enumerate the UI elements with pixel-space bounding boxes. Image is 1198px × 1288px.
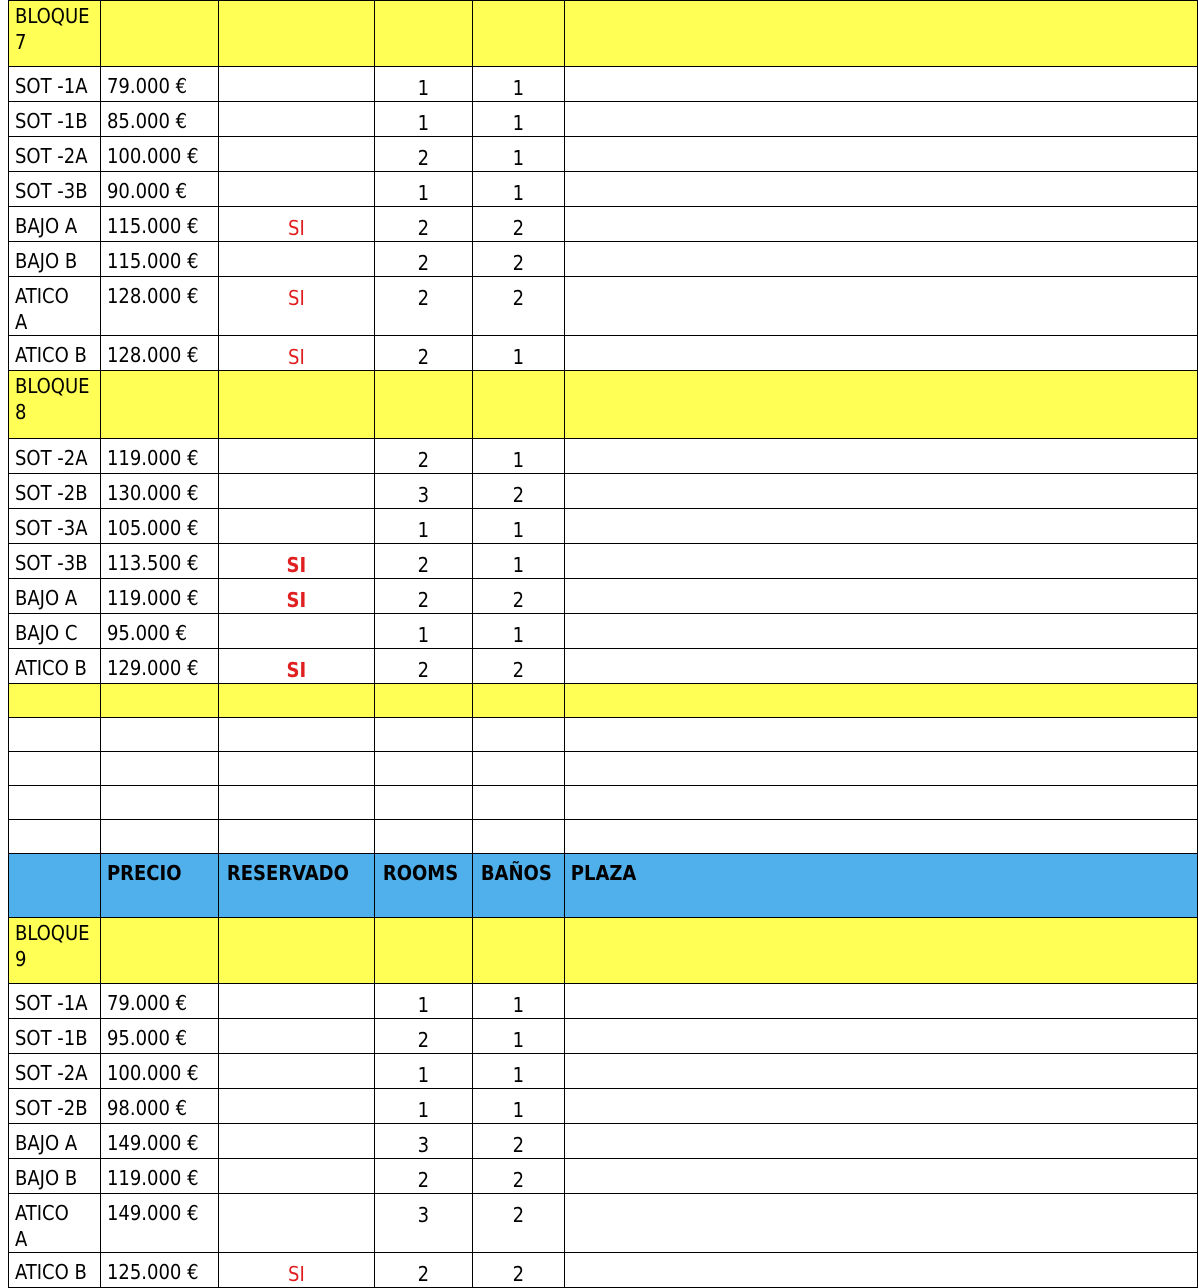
- empty-row: [9, 684, 1198, 718]
- empty-cell[interactable]: [218, 786, 374, 820]
- empty-cell[interactable]: [9, 718, 101, 752]
- block-empty-cell[interactable]: [374, 918, 472, 984]
- table-row: [9, 439, 1198, 474]
- banos-cell[interactable]: 2: [472, 207, 564, 242]
- header-empty-cell[interactable]: [9, 854, 101, 918]
- empty-cell[interactable]: [100, 718, 218, 752]
- empty-cell[interactable]: [9, 752, 101, 786]
- unit-cell[interactable]: SOT -2A: [9, 439, 101, 474]
- reservado-cell[interactable]: [218, 1019, 374, 1054]
- reservado-cell[interactable]: [218, 242, 374, 277]
- block-empty-cell[interactable]: [218, 918, 374, 984]
- table-body: [9, 1, 1198, 1288]
- empty-cell[interactable]: [564, 718, 1197, 752]
- block-empty-cell[interactable]: [564, 1, 1197, 67]
- table-row: [9, 544, 1198, 579]
- block-name-line2: 7: [15, 30, 27, 54]
- block-name-line1: BLOQUE: [15, 921, 90, 945]
- precio-cell[interactable]: 149.000 €: [100, 1194, 218, 1253]
- rooms-cell[interactable]: 2: [374, 242, 472, 277]
- plaza-cell[interactable]: [564, 137, 1197, 172]
- banos-cell[interactable]: 2: [472, 474, 564, 509]
- block-name-cell[interactable]: [9, 371, 101, 439]
- rooms-cell[interactable]: 2: [374, 277, 472, 336]
- table-row: [9, 137, 1198, 172]
- reservado-cell[interactable]: SI: [218, 1253, 374, 1288]
- precio-cell[interactable]: 113.500 €: [100, 544, 218, 579]
- rooms-cell[interactable]: 2: [374, 137, 472, 172]
- block-empty-cell[interactable]: [100, 1, 218, 67]
- rooms-cell[interactable]: 1: [374, 614, 472, 649]
- plaza-cell[interactable]: [564, 1194, 1197, 1253]
- empty-row: [9, 718, 1198, 752]
- reservado-cell[interactable]: [218, 172, 374, 207]
- empty-cell[interactable]: [218, 718, 374, 752]
- reservado-cell[interactable]: SI: [218, 336, 374, 371]
- precio-cell[interactable]: 128.000 €: [100, 336, 218, 371]
- block-header-row: [9, 1, 1198, 67]
- table-row: [9, 649, 1198, 684]
- rooms-cell[interactable]: 1: [374, 509, 472, 544]
- plaza-cell[interactable]: [564, 1159, 1197, 1194]
- precio-cell[interactable]: 79.000 €: [100, 984, 218, 1019]
- banos-cell[interactable]: 2: [472, 1194, 564, 1253]
- banos-cell[interactable]: 1: [472, 137, 564, 172]
- rooms-cell[interactable]: 1: [374, 1089, 472, 1124]
- block-empty-cell[interactable]: [374, 371, 472, 439]
- reservado-cell[interactable]: [218, 439, 374, 474]
- precio-cell[interactable]: 129.000 €: [100, 649, 218, 684]
- block-empty-cell[interactable]: [100, 371, 218, 439]
- empty-cell[interactable]: [218, 684, 374, 718]
- plaza-cell[interactable]: [564, 1054, 1197, 1089]
- rooms-cell[interactable]: 2: [374, 579, 472, 614]
- empty-cell[interactable]: [564, 820, 1197, 854]
- banos-cell[interactable]: 1: [472, 544, 564, 579]
- empty-row: [9, 752, 1198, 786]
- table-row: [9, 207, 1198, 242]
- precio-cell[interactable]: 98.000 €: [100, 1089, 218, 1124]
- empty-cell[interactable]: [100, 684, 218, 718]
- empty-cell[interactable]: [472, 786, 564, 820]
- precio-cell[interactable]: 90.000 €: [100, 172, 218, 207]
- table-row: [9, 1124, 1198, 1159]
- table-row: [9, 242, 1198, 277]
- reservado-cell[interactable]: [218, 137, 374, 172]
- empty-row: [9, 820, 1198, 854]
- header-banos[interactable]: BAÑOS: [472, 854, 564, 918]
- banos-cell[interactable]: 2: [472, 649, 564, 684]
- header-reservado[interactable]: RESERVADO: [218, 854, 374, 918]
- header-rooms[interactable]: ROOMS: [374, 854, 472, 918]
- reservado-cell[interactable]: [218, 474, 374, 509]
- block-empty-cell[interactable]: [218, 371, 374, 439]
- banos-cell[interactable]: 1: [472, 439, 564, 474]
- rooms-cell[interactable]: 3: [374, 1194, 472, 1253]
- precio-cell[interactable]: 95.000 €: [100, 1019, 218, 1054]
- banos-cell[interactable]: 1: [472, 1089, 564, 1124]
- unit-cell[interactable]: ATICO A: [9, 1194, 101, 1253]
- unit-cell[interactable]: SOT -1A: [9, 984, 101, 1019]
- unit-cell[interactable]: SOT -3B: [9, 544, 101, 579]
- precio-cell[interactable]: 79.000 €: [100, 67, 218, 102]
- block-header-row: [9, 371, 1198, 439]
- rooms-cell[interactable]: 2: [374, 1019, 472, 1054]
- empty-row: [9, 786, 1198, 820]
- reservado-cell[interactable]: SI: [218, 544, 374, 579]
- banos-cell[interactable]: 2: [472, 579, 564, 614]
- table-row: [9, 509, 1198, 544]
- empty-cell[interactable]: [100, 820, 218, 854]
- block-empty-cell[interactable]: [472, 918, 564, 984]
- plaza-cell[interactable]: [564, 544, 1197, 579]
- table-row: [9, 1054, 1198, 1089]
- block-empty-cell[interactable]: [374, 1, 472, 67]
- unit-cell[interactable]: ATICO A: [9, 277, 101, 336]
- banos-cell[interactable]: 2: [472, 1159, 564, 1194]
- empty-cell[interactable]: [374, 752, 472, 786]
- plaza-cell[interactable]: [564, 1089, 1197, 1124]
- precio-cell[interactable]: 95.000 €: [100, 614, 218, 649]
- banos-cell[interactable]: 2: [472, 1253, 564, 1288]
- plaza-cell[interactable]: [564, 277, 1197, 336]
- reservado-cell[interactable]: [218, 984, 374, 1019]
- unit-cell[interactable]: BAJO A: [9, 579, 101, 614]
- reservado-cell[interactable]: SI: [218, 277, 374, 336]
- header-plaza[interactable]: PLAZA: [564, 854, 1197, 918]
- precio-cell[interactable]: 119.000 €: [100, 579, 218, 614]
- unit-cell[interactable]: BAJO A: [9, 207, 101, 242]
- precio-cell[interactable]: 105.000 €: [100, 509, 218, 544]
- block-empty-cell[interactable]: [218, 1, 374, 67]
- banos-cell[interactable]: 1: [472, 1054, 564, 1089]
- plaza-cell[interactable]: [564, 102, 1197, 137]
- table-row: [9, 579, 1198, 614]
- unit-cell[interactable]: BAJO C: [9, 614, 101, 649]
- block-empty-cell[interactable]: [564, 918, 1197, 984]
- precio-cell[interactable]: 85.000 €: [100, 102, 218, 137]
- rooms-cell[interactable]: 2: [374, 544, 472, 579]
- rooms-cell[interactable]: 2: [374, 1159, 472, 1194]
- banos-cell[interactable]: 2: [472, 277, 564, 336]
- reservado-cell[interactable]: [218, 1124, 374, 1159]
- table-row: [9, 1194, 1198, 1253]
- header-precio[interactable]: PRECIO: [100, 854, 218, 918]
- block-empty-cell[interactable]: [564, 371, 1197, 439]
- rooms-cell[interactable]: 1: [374, 172, 472, 207]
- rooms-cell[interactable]: 2: [374, 439, 472, 474]
- rooms-cell[interactable]: 1: [374, 1054, 472, 1089]
- table-row: [9, 474, 1198, 509]
- reservado-cell[interactable]: [218, 614, 374, 649]
- reservado-cell[interactable]: [218, 1194, 374, 1253]
- rooms-cell[interactable]: 2: [374, 336, 472, 371]
- table-row: [9, 1159, 1198, 1194]
- unit-cell[interactable]: SOT -3B: [9, 172, 101, 207]
- unit-cell[interactable]: ATICO B: [9, 336, 101, 371]
- precio-cell[interactable]: 125.000 €: [100, 1253, 218, 1288]
- plaza-cell[interactable]: [564, 242, 1197, 277]
- unit-cell[interactable]: SOT -2B: [9, 474, 101, 509]
- precio-cell[interactable]: 149.000 €: [100, 1124, 218, 1159]
- rooms-cell[interactable]: 1: [374, 67, 472, 102]
- precio-cell[interactable]: 128.000 €: [100, 277, 218, 336]
- rooms-cell[interactable]: 2: [374, 649, 472, 684]
- rooms-cell[interactable]: 3: [374, 1124, 472, 1159]
- unit-cell[interactable]: BAJO B: [9, 242, 101, 277]
- rooms-cell[interactable]: 2: [374, 207, 472, 242]
- block-name-cell[interactable]: [9, 918, 101, 984]
- table-row: [9, 984, 1198, 1019]
- precio-cell[interactable]: 115.000 €: [100, 207, 218, 242]
- reservado-cell[interactable]: [218, 67, 374, 102]
- block-empty-cell[interactable]: [100, 918, 218, 984]
- block-name-line2: 9: [15, 947, 27, 971]
- precio-cell[interactable]: 130.000 €: [100, 474, 218, 509]
- block-empty-cell[interactable]: [472, 371, 564, 439]
- banos-cell[interactable]: 1: [472, 67, 564, 102]
- banos-cell[interactable]: 1: [472, 102, 564, 137]
- block-name-cell[interactable]: [9, 1, 101, 67]
- precio-cell[interactable]: 119.000 €: [100, 1159, 218, 1194]
- precio-cell[interactable]: 100.000 €: [100, 137, 218, 172]
- empty-cell[interactable]: [564, 786, 1197, 820]
- rooms-cell[interactable]: 2: [374, 1253, 472, 1288]
- empty-cell[interactable]: [9, 786, 101, 820]
- empty-cell[interactable]: [374, 820, 472, 854]
- unit-cell[interactable]: SOT -2A: [9, 1054, 101, 1089]
- banos-cell[interactable]: 1: [472, 509, 564, 544]
- unit-cell[interactable]: BAJO A: [9, 1124, 101, 1159]
- rooms-cell[interactable]: 1: [374, 984, 472, 1019]
- plaza-cell[interactable]: [564, 336, 1197, 371]
- block-name-line1: BLOQUE: [15, 4, 90, 28]
- table-row: [9, 67, 1198, 102]
- column-header-row: [9, 854, 1198, 918]
- banos-cell[interactable]: 1: [472, 336, 564, 371]
- reservado-cell[interactable]: [218, 1159, 374, 1194]
- empty-cell[interactable]: [9, 820, 101, 854]
- plaza-cell[interactable]: [564, 984, 1197, 1019]
- plaza-cell[interactable]: [564, 1124, 1197, 1159]
- empty-cell[interactable]: [472, 752, 564, 786]
- empty-cell[interactable]: [564, 684, 1197, 718]
- empty-cell[interactable]: [564, 752, 1197, 786]
- empty-cell[interactable]: [9, 684, 101, 718]
- empty-cell[interactable]: [100, 752, 218, 786]
- empty-cell[interactable]: [374, 786, 472, 820]
- table-row: [9, 172, 1198, 207]
- unit-cell[interactable]: SOT -3A: [9, 509, 101, 544]
- unit-cell[interactable]: SOT -1A: [9, 67, 101, 102]
- plaza-cell[interactable]: [564, 649, 1197, 684]
- plaza-cell[interactable]: [564, 439, 1197, 474]
- block-name-line1: BLOQUE: [15, 374, 90, 398]
- plaza-cell[interactable]: [564, 509, 1197, 544]
- empty-cell[interactable]: [472, 718, 564, 752]
- banos-cell[interactable]: 1: [472, 172, 564, 207]
- plaza-cell[interactable]: [564, 614, 1197, 649]
- reservado-cell[interactable]: SI: [218, 579, 374, 614]
- banos-cell[interactable]: 1: [472, 614, 564, 649]
- table-row: [9, 277, 1198, 336]
- block-empty-cell[interactable]: [472, 1, 564, 67]
- empty-cell[interactable]: [374, 718, 472, 752]
- plaza-cell[interactable]: [564, 67, 1197, 102]
- table-row: [9, 102, 1198, 137]
- empty-cell[interactable]: [472, 820, 564, 854]
- empty-cell[interactable]: [218, 820, 374, 854]
- unit-cell[interactable]: ATICO B: [9, 1253, 101, 1288]
- spreadsheet-table: [8, 0, 1198, 1288]
- reservado-cell[interactable]: [218, 1089, 374, 1124]
- precio-cell[interactable]: 100.000 €: [100, 1054, 218, 1089]
- unit-cell[interactable]: SOT -2A: [9, 137, 101, 172]
- precio-cell[interactable]: 119.000 €: [100, 439, 218, 474]
- empty-cell[interactable]: [472, 684, 564, 718]
- reservado-cell[interactable]: [218, 102, 374, 137]
- banos-cell[interactable]: 1: [472, 1019, 564, 1054]
- table-row: [9, 1019, 1198, 1054]
- unit-cell[interactable]: SOT -2B: [9, 1089, 101, 1124]
- reservado-cell[interactable]: [218, 509, 374, 544]
- empty-cell[interactable]: [218, 752, 374, 786]
- rooms-cell[interactable]: 1: [374, 102, 472, 137]
- plaza-cell[interactable]: [564, 207, 1197, 242]
- plaza-cell[interactable]: [564, 1019, 1197, 1054]
- rooms-cell[interactable]: 3: [374, 474, 472, 509]
- table-row: [9, 1089, 1198, 1124]
- plaza-cell[interactable]: [564, 579, 1197, 614]
- table-row: [9, 614, 1198, 649]
- banos-cell[interactable]: 2: [472, 242, 564, 277]
- banos-cell[interactable]: 2: [472, 1124, 564, 1159]
- empty-cell[interactable]: [374, 684, 472, 718]
- block-name-line2: 8: [15, 400, 27, 424]
- plaza-cell[interactable]: [564, 172, 1197, 207]
- reservado-cell[interactable]: SI: [218, 649, 374, 684]
- banos-cell[interactable]: 1: [472, 984, 564, 1019]
- empty-cell[interactable]: [100, 786, 218, 820]
- block-header-row: [9, 918, 1198, 984]
- unit-cell[interactable]: ATICO B: [9, 649, 101, 684]
- unit-cell[interactable]: SOT -1B: [9, 102, 101, 137]
- plaza-cell[interactable]: [564, 474, 1197, 509]
- reservado-cell[interactable]: [218, 1054, 374, 1089]
- table-row: [9, 336, 1198, 371]
- reservado-cell[interactable]: SI: [218, 207, 374, 242]
- unit-cell[interactable]: SOT -1B: [9, 1019, 101, 1054]
- precio-cell[interactable]: 115.000 €: [100, 242, 218, 277]
- unit-cell[interactable]: BAJO B: [9, 1159, 101, 1194]
